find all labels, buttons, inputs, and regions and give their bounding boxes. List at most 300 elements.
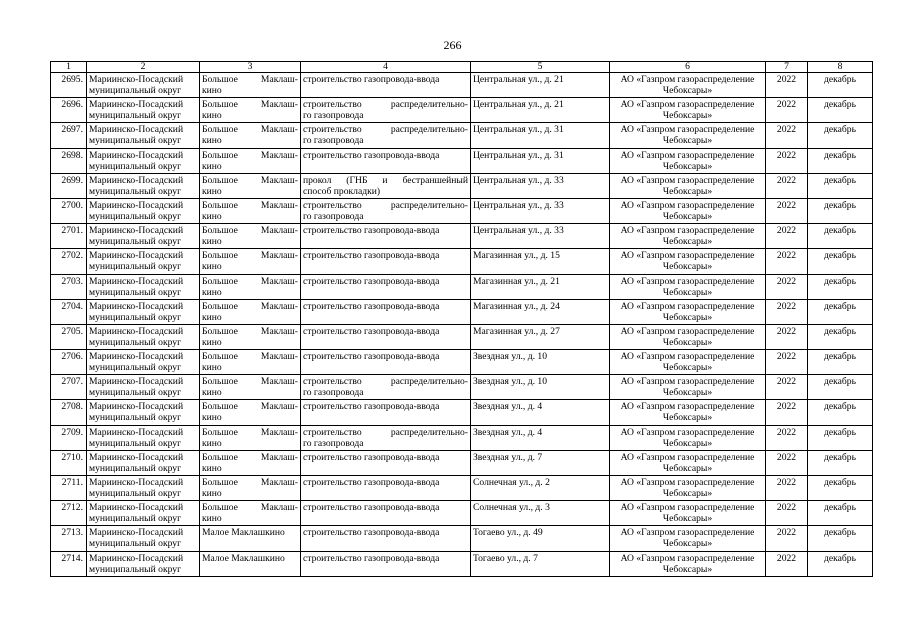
row-number <box>51 123 87 148</box>
organization-cell <box>610 450 766 475</box>
cell-text: строительство газопровода-ввода <box>303 451 440 463</box>
cell-text: 2022 <box>776 149 797 161</box>
cell-text: Большое Маклаш- <box>202 325 298 337</box>
row-number <box>51 350 87 375</box>
cell-text: Магазинная ул., д. 24 <box>473 300 560 312</box>
cell-text: Чебоксары» <box>662 185 713 197</box>
month-cell <box>808 450 873 475</box>
cell-text: строительство газопровода-ввода <box>303 149 440 161</box>
address-cell <box>471 123 610 148</box>
address-cell <box>471 224 610 249</box>
cell-text: декабрь <box>824 502 856 514</box>
district-cell <box>87 274 200 299</box>
organization-cell <box>610 274 766 299</box>
row-number <box>51 299 87 324</box>
year-cell <box>766 98 808 123</box>
table-row <box>51 73 873 98</box>
cell-text: Чебоксары» <box>662 110 713 122</box>
organization-cell <box>610 526 766 551</box>
cell-text: Чебоксары» <box>662 160 713 172</box>
cell-text: муниципальный округ <box>89 488 182 499</box>
year-cell <box>766 476 808 501</box>
settlement-cell <box>200 324 301 349</box>
cell-text: Мариинско-Посадский <box>89 124 184 136</box>
district-cell <box>87 501 200 526</box>
cell-text: Мариинско-Посадский <box>89 502 184 514</box>
cell-text: муниципальный округ <box>89 462 182 474</box>
cell-text: Большое Маклаш- <box>202 124 298 136</box>
cell-text: Центральная ул., д. 21 <box>473 74 564 85</box>
cell-text: Магазинная ул., д. 15 <box>473 250 560 262</box>
cell-text: строительство газопровода-ввода <box>303 552 440 564</box>
cell-text: Большое Маклаш- <box>202 199 298 211</box>
cell-text: АО «Газпром газораспределение <box>620 502 755 514</box>
settlement-cell <box>200 274 301 299</box>
cell-text: Большое Маклаш- <box>202 351 298 363</box>
month-cell <box>808 400 873 425</box>
cell-text: го газопровода <box>303 387 364 399</box>
gas-works-table <box>50 61 873 577</box>
row-number <box>51 73 87 98</box>
row-number <box>51 375 87 400</box>
cell-text: 2022 <box>776 300 797 312</box>
year-cell <box>766 198 808 223</box>
district-cell <box>87 400 200 425</box>
year-cell <box>766 249 808 274</box>
cell-text: кино <box>202 135 222 147</box>
cell-text: муниципальный округ <box>89 387 182 399</box>
cell-text: 2022 <box>776 174 797 186</box>
cell-text: муниципальный округ <box>89 85 182 96</box>
cell-text: Чебоксары» <box>662 362 713 374</box>
settlement-cell <box>200 400 301 425</box>
cell-text: Большое Маклаш- <box>202 149 298 161</box>
cell-text: декабрь <box>824 74 856 85</box>
year-cell <box>766 274 808 299</box>
cell-text: декабрь <box>824 426 856 438</box>
cell-text: Мариинско-Посадский <box>89 451 184 463</box>
address-cell <box>471 450 610 475</box>
work-type-cell <box>301 224 471 249</box>
row-number <box>51 249 87 274</box>
cell-text: муниципальный округ <box>89 160 182 172</box>
cell-text: Центральная ул., д. 33 <box>473 174 564 186</box>
table-row <box>51 173 873 198</box>
cell-text: АО «Газпром газораспределение <box>620 124 755 136</box>
cell-text: Солнечная ул., д. 3 <box>473 502 550 514</box>
cell-text: декабрь <box>824 275 856 287</box>
cell-text: Мариинско-Посадский <box>89 275 184 287</box>
address-cell <box>471 173 610 198</box>
organization-cell <box>610 501 766 526</box>
year-cell <box>766 501 808 526</box>
cell-text: АО «Газпром газораспределение <box>620 250 755 262</box>
month-cell <box>808 299 873 324</box>
cell-text: Большое Маклаш- <box>202 99 298 111</box>
cell-text: кино <box>202 85 222 96</box>
cell-text: 2705. <box>61 325 83 337</box>
cell-text: декабрь <box>824 451 856 463</box>
cell-text: Чебоксары» <box>662 286 713 298</box>
row-number <box>51 450 87 475</box>
cell-text: Чебоксары» <box>662 236 713 248</box>
organization-cell <box>610 350 766 375</box>
year-cell <box>766 425 808 450</box>
district-cell <box>87 173 200 198</box>
cell-text: 2022 <box>776 502 797 514</box>
cell-text: Мариинско-Посадский <box>89 225 184 237</box>
cell-text: декабрь <box>824 199 856 211</box>
column-header: 1 <box>51 62 87 73</box>
settlement-cell <box>200 98 301 123</box>
cell-text: строительство распределительно- <box>303 199 468 211</box>
work-type-cell <box>301 375 471 400</box>
cell-text: кино <box>202 437 222 449</box>
cell-text: АО «Газпром газораспределение <box>620 426 755 438</box>
address-cell <box>471 73 610 98</box>
cell-text: кино <box>202 513 222 525</box>
settlement-cell <box>200 123 301 148</box>
cell-text: АО «Газпром газораспределение <box>620 325 755 337</box>
cell-text: го газопровода <box>303 110 364 122</box>
cell-text: Мариинско-Посадский <box>89 300 184 312</box>
year-cell <box>766 173 808 198</box>
settlement-cell <box>200 73 301 98</box>
cell-text: 2700. <box>61 199 83 211</box>
cell-text: кино <box>202 160 222 172</box>
work-type-cell <box>301 400 471 425</box>
cell-text: Большое Маклаш- <box>202 401 298 413</box>
cell-text: строительство газопровода-ввода <box>303 351 440 363</box>
cell-text: Звездная ул., д. 7 <box>473 451 543 463</box>
work-type-cell <box>301 299 471 324</box>
column-header: 4 <box>301 62 471 73</box>
cell-text: Звездная ул., д. 4 <box>473 426 543 438</box>
cell-text: Чебоксары» <box>662 261 713 273</box>
organization-cell <box>610 123 766 148</box>
cell-text: строительство газопровода-ввода <box>303 275 440 287</box>
month-cell <box>808 73 873 98</box>
year-cell <box>766 148 808 173</box>
cell-text: кино <box>202 210 222 222</box>
settlement-cell <box>200 501 301 526</box>
work-type-cell <box>301 350 471 375</box>
row-number <box>51 551 87 576</box>
row-number <box>51 148 87 173</box>
cell-text: 2022 <box>776 426 797 438</box>
cell-text: АО «Газпром газораспределение <box>620 225 755 237</box>
address-cell <box>471 98 610 123</box>
cell-text: 2022 <box>776 124 797 136</box>
month-cell <box>808 324 873 349</box>
work-type-cell <box>301 450 471 475</box>
cell-text: 2702. <box>61 250 83 262</box>
cell-text: 2701. <box>61 225 83 237</box>
cell-text: кино <box>202 261 222 273</box>
cell-text: Чебоксары» <box>662 210 713 222</box>
cell-text: муниципальный округ <box>89 362 182 374</box>
address-cell <box>471 198 610 223</box>
cell-text: Мариинско-Посадский <box>89 74 184 85</box>
address-cell <box>471 350 610 375</box>
cell-text: муниципальный округ <box>89 563 182 575</box>
cell-text: Мариинско-Посадский <box>89 250 184 262</box>
cell-text: муниципальный округ <box>89 210 182 222</box>
cell-text: декабрь <box>824 300 856 312</box>
work-type-cell <box>301 274 471 299</box>
row-number <box>51 425 87 450</box>
cell-text: 2022 <box>776 225 797 237</box>
cell-text: 2022 <box>776 74 797 85</box>
cell-text: АО «Газпром газораспределение <box>620 351 755 363</box>
month-cell <box>808 173 873 198</box>
table-row <box>51 249 873 274</box>
cell-text: го газопровода <box>303 437 364 449</box>
cell-text: 2698. <box>61 149 83 161</box>
cell-text: прокол (ГНБ и бестраншейный <box>303 174 468 186</box>
organization-cell <box>610 375 766 400</box>
cell-text: строительство газопровода-ввода <box>303 477 440 488</box>
cell-text: го газопровода <box>303 135 364 147</box>
month-cell <box>808 501 873 526</box>
work-type-cell <box>301 551 471 576</box>
row-number <box>51 526 87 551</box>
month-cell <box>808 274 873 299</box>
cell-text: 2714. <box>61 552 83 564</box>
cell-text: Большое Маклаш- <box>202 451 298 463</box>
cell-text: муниципальный округ <box>89 286 182 298</box>
cell-text: муниципальный округ <box>89 311 182 323</box>
row-number <box>51 274 87 299</box>
cell-text: Центральная ул., д. 31 <box>473 124 564 136</box>
cell-text: Мариинско-Посадский <box>89 477 184 488</box>
cell-text: Тогаево ул., д. 7 <box>473 552 538 564</box>
cell-text: муниципальный округ <box>89 261 182 273</box>
cell-text: 2712. <box>61 502 83 514</box>
table-row <box>51 148 873 173</box>
settlement-cell <box>200 173 301 198</box>
cell-text: Чебоксары» <box>662 513 713 525</box>
cell-text: кино <box>202 286 222 298</box>
district-cell <box>87 450 200 475</box>
cell-text: 2710. <box>61 451 83 463</box>
cell-text: 2711. <box>61 477 83 488</box>
column-header: 6 <box>610 62 766 73</box>
cell-text: строительство распределительно- <box>303 376 468 388</box>
settlement-cell <box>200 299 301 324</box>
cell-text: Большое Маклаш- <box>202 250 298 262</box>
work-type-cell <box>301 123 471 148</box>
district-cell <box>87 425 200 450</box>
cell-text: го газопровода <box>303 210 364 222</box>
organization-cell <box>610 73 766 98</box>
work-type-cell <box>301 98 471 123</box>
cell-text: АО «Газпром газораспределение <box>620 401 755 413</box>
cell-text: Центральная ул., д. 33 <box>473 225 564 237</box>
month-cell <box>808 526 873 551</box>
settlement-cell <box>200 350 301 375</box>
organization-cell <box>610 299 766 324</box>
cell-text: 2022 <box>776 477 797 488</box>
cell-text: кино <box>202 387 222 399</box>
settlement-cell <box>200 148 301 173</box>
organization-cell <box>610 249 766 274</box>
table-row <box>51 476 873 501</box>
cell-text: 2697. <box>61 124 83 136</box>
month-cell <box>808 98 873 123</box>
work-type-cell <box>301 501 471 526</box>
cell-text: 2707. <box>61 376 83 388</box>
cell-text: строительство газопровода-ввода <box>303 325 440 337</box>
cell-text: Большое Маклаш- <box>202 275 298 287</box>
cell-text: кино <box>202 185 222 197</box>
table-row <box>51 450 873 475</box>
cell-text: Магазинная ул., д. 27 <box>473 325 560 337</box>
cell-text: Звездная ул., д. 4 <box>473 401 543 413</box>
cell-text: Мариинско-Посадский <box>89 149 184 161</box>
cell-text: АО «Газпром газораспределение <box>620 527 755 539</box>
settlement-cell <box>200 425 301 450</box>
cell-text: 2022 <box>776 275 797 287</box>
settlement-cell <box>200 476 301 501</box>
cell-text: Чебоксары» <box>662 311 713 323</box>
cell-text: кино <box>202 412 222 424</box>
district-cell <box>87 224 200 249</box>
cell-text: строительство газопровода-ввода <box>303 502 440 514</box>
table-row <box>51 375 873 400</box>
cell-text: 2709. <box>61 426 83 438</box>
cell-text: АО «Газпром газораспределение <box>620 74 755 85</box>
cell-text: 2022 <box>776 451 797 463</box>
cell-text: кино <box>202 311 222 323</box>
cell-text: кино <box>202 110 222 122</box>
work-type-cell <box>301 249 471 274</box>
cell-text: Мариинско-Посадский <box>89 426 184 438</box>
table-row <box>51 98 873 123</box>
month-cell <box>808 198 873 223</box>
cell-text: Чебоксары» <box>662 85 713 96</box>
column-number-row <box>51 62 873 73</box>
year-cell <box>766 375 808 400</box>
page-number: 266 <box>443 38 462 52</box>
cell-text: декабрь <box>824 225 856 237</box>
column-header: 7 <box>766 62 808 73</box>
table-row <box>51 224 873 249</box>
address-cell <box>471 375 610 400</box>
year-cell <box>766 324 808 349</box>
row-number <box>51 400 87 425</box>
year-cell <box>766 350 808 375</box>
cell-text: Большое Маклаш- <box>202 477 298 488</box>
month-cell <box>808 249 873 274</box>
cell-text: кино <box>202 488 222 499</box>
cell-text: Мариинско-Посадский <box>89 99 184 111</box>
settlement-cell <box>200 450 301 475</box>
organization-cell <box>610 476 766 501</box>
address-cell <box>471 551 610 576</box>
year-cell <box>766 551 808 576</box>
table-row <box>51 198 873 223</box>
cell-text: декабрь <box>824 325 856 337</box>
cell-text: Большое Маклаш- <box>202 300 298 312</box>
month-cell <box>808 224 873 249</box>
cell-text: 2708. <box>61 401 83 413</box>
row-number <box>51 198 87 223</box>
cell-text: 2713. <box>61 527 83 539</box>
row-number <box>51 501 87 526</box>
cell-text: Мариинско-Посадский <box>89 527 184 539</box>
cell-text: Большое Маклаш- <box>202 376 298 388</box>
cell-text: 2022 <box>776 99 797 111</box>
cell-text: 2022 <box>776 250 797 262</box>
organization-cell <box>610 400 766 425</box>
column-header: 8 <box>808 62 873 73</box>
cell-text: муниципальный округ <box>89 185 182 197</box>
row-number <box>51 98 87 123</box>
district-cell <box>87 324 200 349</box>
table-row <box>51 526 873 551</box>
settlement-cell <box>200 526 301 551</box>
address-cell <box>471 299 610 324</box>
cell-text: Центральная ул., д. 21 <box>473 99 564 111</box>
cell-text: 2703. <box>61 275 83 287</box>
cell-text: муниципальный округ <box>89 336 182 348</box>
organization-cell <box>610 551 766 576</box>
cell-text: строительство газопровода-ввода <box>303 250 440 262</box>
cell-text: АО «Газпром газораспределение <box>620 376 755 388</box>
table-row <box>51 324 873 349</box>
settlement-cell <box>200 551 301 576</box>
cell-text: Чебоксары» <box>662 387 713 399</box>
address-cell <box>471 526 610 551</box>
table-row <box>51 400 873 425</box>
organization-cell <box>610 198 766 223</box>
work-type-cell <box>301 148 471 173</box>
month-cell <box>808 476 873 501</box>
district-cell <box>87 476 200 501</box>
cell-text: муниципальный округ <box>89 513 182 525</box>
cell-text: АО «Газпром газораспределение <box>620 99 755 111</box>
cell-text: АО «Газпром газораспределение <box>620 149 755 161</box>
district-cell <box>87 123 200 148</box>
cell-text: 2699. <box>61 174 83 186</box>
month-cell <box>808 425 873 450</box>
row-number <box>51 224 87 249</box>
cell-text: Малое Маклашкино <box>202 527 285 539</box>
year-cell <box>766 299 808 324</box>
column-header: 2 <box>87 62 200 73</box>
year-cell <box>766 73 808 98</box>
address-cell <box>471 148 610 173</box>
table-row <box>51 551 873 576</box>
cell-text: строительство распределительно- <box>303 124 468 136</box>
cell-text: АО «Газпром газораспределение <box>620 174 755 186</box>
cell-text: строительство газопровода-ввода <box>303 300 440 312</box>
organization-cell <box>610 98 766 123</box>
cell-text: 2022 <box>776 552 797 564</box>
month-cell <box>808 551 873 576</box>
cell-text: декабрь <box>824 124 856 136</box>
cell-text: строительство газопровода-ввода <box>303 74 440 85</box>
cell-text: кино <box>202 336 222 348</box>
cell-text: 2704. <box>61 300 83 312</box>
cell-text: Мариинско-Посадский <box>89 174 184 186</box>
cell-text: Чебоксары» <box>662 488 713 499</box>
table-row <box>51 501 873 526</box>
cell-text: АО «Газпром газораспределение <box>620 275 755 287</box>
cell-text: декабрь <box>824 552 856 564</box>
year-cell <box>766 123 808 148</box>
